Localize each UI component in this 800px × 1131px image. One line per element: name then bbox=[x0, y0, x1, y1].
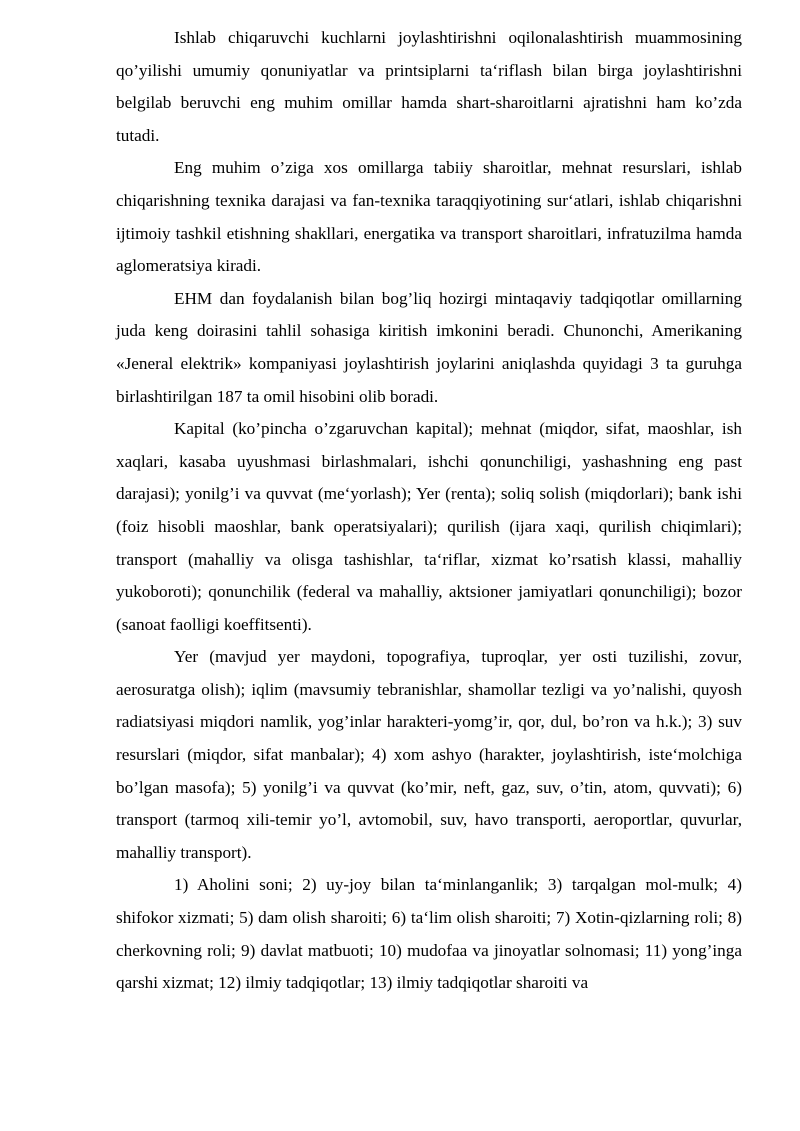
paragraph-3: EHM dan foydalanish bilan bog’liq hozirgi mintaqaviy tadqiqotlar omillarning juda keng doirasini tahlil sohasiga kiritish imkonini beradi. Chunonchi, Amerikaning «Jeneral elektrik» kompaniyasi joylashtirish joylarini aniqlashda quyidagi 3 ta guruhga birlashtirilgan 187 ta omil hisobini olib boradi. bbox=[116, 288, 742, 406]
paragraph-6: 1) Aholini soni; 2) uy-joy bilan ta‘minlanganlik; 3) tarqalgan mol-mulk; 4) shifokor xizmati; 5) dam olish sharoiti; 6) ta‘lim olish sharoiti; 7) Xotin-qizlarning roli; 8) cherkovning roli; 9) davlat matbuoti; 10) mudofaa va jinoyatlar solnomasi; 11) yong’inga qarshi xizmat; 12) ilmiy tadqiqotlar; 13) ilmiy tadqiqotlar sharoiti va bbox=[116, 875, 742, 993]
paragraph-1: Ishlab chiqaruvchi kuchlarni joylashtirishni oqilonalashtirish muammosining qo’yilishi umumiy qonuniyatlar va printsiplarni ta‘riflash bilan birga joylashtirishni belgilab beruvchi eng muhim omillar hamda shart-sharoitlarni ajratishni ham ko’zda tutadi. bbox=[116, 28, 742, 145]
paragraph-5: Yer (mavjud yer maydoni, topografiya, tuproqlar, yer osti tuzilishi, zovur, aerosuratga olish); iqlim (mavsumiy tebranishlar, shamollar tezligi va yo’nalishi, quyosh radiatsiyasi miqdori namlik, yog’inlar harakteri-yomg’ir, qor, dul, bo’ron va h.k.); 3) suv resurslari (miqdor, sifat manbalar); 4) xom ashyo (harakter, joylashtirish, iste‘molchiga bo’lgan masofa); 5) yonilg’i va quvvat (ko’mir, neft, gaz, suv, o’tin, atom, quvvati); 6) transport (tarmoq xili-temir yo’l, avtomobil, suv, havo transporti, aeroportlar, quvurlar, mahalliy transport). bbox=[116, 647, 742, 862]
paragraph-2: Eng muhim o’ziga xos omillarga tabiiy sharoitlar, mehnat resurslari, ishlab chiqarishning texnika darajasi va fan-texnika taraqqiyotining sur‘atlari, ishlab chiqarishni ijtimoiy tashkil etishning shakllari, energatika va transport sharoitlari, infratuzilma hamda aglomeratsiya kiradi. bbox=[116, 158, 742, 276]
paragraph-4: Kapital (ko’pincha o’zgaruvchan kapital); mehnat (miqdor, sifat, maoshlar, ish xaqlari, kasaba uyushmasi birlashmalari, ishchi qonunchiligi, yashashning eng past darajasi); yonilg’i va quvvat (me‘yorlash); Yer (renta); soliq solish (miqdorlari); bank ishi (foiz hisobli maoshlar, bank operatsiyalari); qurilish (ijara xaqi, qurilish chiqimlari); transport (mahalliy va olisga tashishlar, ta‘riflar, xizmat ko’rsatish klassi, mahalliy yukoboroti); qonunchilik (federal va mahalliy, aktsioner jamiyatlari qonunchiligi); bozor (sanoat faolligi koeffitsenti). bbox=[116, 419, 742, 634]
